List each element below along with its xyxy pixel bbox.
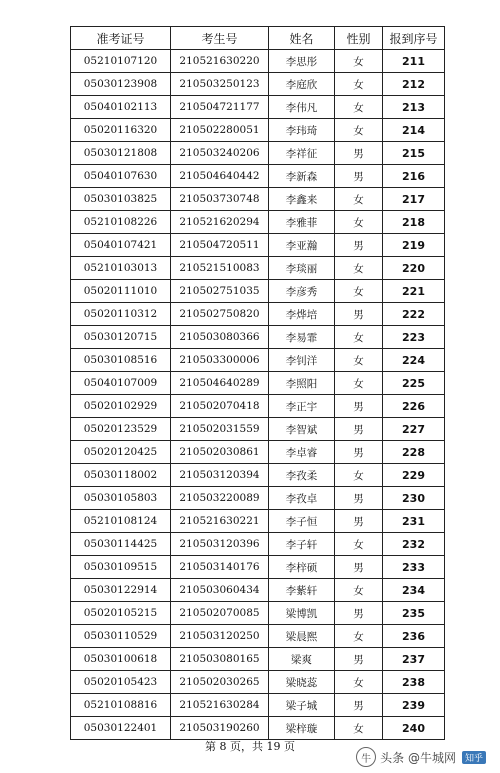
watermark-text: 头条 @牛城网	[380, 750, 456, 765]
header-gender: 性别	[335, 27, 383, 50]
table-row	[71, 625, 445, 648]
cell-report-sequence: 236	[383, 625, 445, 648]
cell-candidate-number: 210502030265	[171, 671, 269, 694]
cell-exam-ticket-number: 05030121808	[71, 142, 171, 165]
cell-candidate-number: 210503730748	[171, 188, 269, 211]
cell-candidate-number: 210503060434	[171, 579, 269, 602]
table-row	[71, 234, 445, 257]
header-report-sequence: 报到序号	[383, 27, 445, 50]
cell-exam-ticket-number: 05020120425	[71, 441, 171, 464]
page-footer: 第 8 页，共 19 页	[205, 740, 295, 753]
cell-gender: 男	[335, 648, 383, 671]
cell-report-sequence: 223	[383, 326, 445, 349]
cell-gender: 女	[335, 671, 383, 694]
cell-exam-ticket-number: 05040107630	[71, 165, 171, 188]
cell-name: 李庭欣	[269, 73, 335, 96]
cell-exam-ticket-number: 05020111010	[71, 280, 171, 303]
cell-exam-ticket-number: 05030103825	[71, 188, 171, 211]
cell-candidate-number: 210502070418	[171, 395, 269, 418]
cell-exam-ticket-number: 05040107009	[71, 372, 171, 395]
cell-candidate-number: 210503140176	[171, 556, 269, 579]
table-row	[71, 165, 445, 188]
table-row	[71, 257, 445, 280]
cell-exam-ticket-number: 05020102929	[71, 395, 171, 418]
cell-gender: 女	[335, 96, 383, 119]
cell-report-sequence: 220	[383, 257, 445, 280]
cell-candidate-number: 210503300006	[171, 349, 269, 372]
cell-exam-ticket-number: 05210103013	[71, 257, 171, 280]
table-row	[71, 648, 445, 671]
cell-report-sequence: 215	[383, 142, 445, 165]
watermark-stamp: 知乎	[462, 751, 486, 764]
cell-name: 李玮琦	[269, 119, 335, 142]
table-row	[71, 142, 445, 165]
cell-exam-ticket-number: 05030110529	[71, 625, 171, 648]
cell-candidate-number: 210504720511	[171, 234, 269, 257]
cell-name: 李思彤	[269, 50, 335, 73]
cell-name: 李紫轩	[269, 579, 335, 602]
cell-candidate-number: 210503220089	[171, 487, 269, 510]
cell-candidate-number: 210502751035	[171, 280, 269, 303]
table-row	[71, 303, 445, 326]
cell-exam-ticket-number: 05020105215	[71, 602, 171, 625]
table-row	[71, 533, 445, 556]
cell-gender: 女	[335, 533, 383, 556]
cell-report-sequence: 211	[383, 50, 445, 73]
cell-candidate-number: 210503190260	[171, 717, 269, 740]
table-row	[71, 188, 445, 211]
cell-name: 李易霏	[269, 326, 335, 349]
cell-name: 李孜柔	[269, 464, 335, 487]
cell-name: 李雅菲	[269, 211, 335, 234]
table-row	[71, 717, 445, 740]
cell-exam-ticket-number: 05210108816	[71, 694, 171, 717]
table-row	[71, 671, 445, 694]
cell-report-sequence: 240	[383, 717, 445, 740]
cell-candidate-number: 210521630221	[171, 510, 269, 533]
cell-gender: 女	[335, 188, 383, 211]
cell-exam-ticket-number: 05030114425	[71, 533, 171, 556]
cell-report-sequence: 235	[383, 602, 445, 625]
cell-gender: 女	[335, 73, 383, 96]
cell-name: 李子轩	[269, 533, 335, 556]
cell-name: 李正宇	[269, 395, 335, 418]
cell-name: 李梓硕	[269, 556, 335, 579]
cell-candidate-number: 210502280051	[171, 119, 269, 142]
table-row	[71, 119, 445, 142]
cell-exam-ticket-number: 05210107120	[71, 50, 171, 73]
cell-name: 梁博凯	[269, 602, 335, 625]
cell-exam-ticket-number: 05020123529	[71, 418, 171, 441]
cell-report-sequence: 234	[383, 579, 445, 602]
cell-report-sequence: 221	[383, 280, 445, 303]
table-row	[71, 510, 445, 533]
cell-exam-ticket-number: 05030118002	[71, 464, 171, 487]
cell-name: 李亚瀚	[269, 234, 335, 257]
table-row	[71, 464, 445, 487]
header-exam-ticket-number: 准考证号	[71, 27, 171, 50]
header-name: 姓名	[269, 27, 335, 50]
cell-gender: 女	[335, 372, 383, 395]
cell-candidate-number: 210503120250	[171, 625, 269, 648]
cell-candidate-number: 210504640442	[171, 165, 269, 188]
cell-exam-ticket-number: 05030120715	[71, 326, 171, 349]
cell-gender: 男	[335, 487, 383, 510]
table-body	[71, 50, 445, 740]
cell-exam-ticket-number: 05210108226	[71, 211, 171, 234]
watermark-logo-icon: 牛	[356, 747, 376, 767]
table-row	[71, 418, 445, 441]
cell-gender: 女	[335, 257, 383, 280]
cell-gender: 男	[335, 694, 383, 717]
table-row	[71, 556, 445, 579]
cell-candidate-number: 210521630220	[171, 50, 269, 73]
cell-gender: 男	[335, 303, 383, 326]
cell-name: 梁子城	[269, 694, 335, 717]
cell-name: 李鑫来	[269, 188, 335, 211]
cell-name: 李卓睿	[269, 441, 335, 464]
table-row	[71, 96, 445, 119]
table-row	[71, 395, 445, 418]
table-row	[71, 694, 445, 717]
table-row	[71, 579, 445, 602]
cell-gender: 男	[335, 234, 383, 257]
cell-report-sequence: 231	[383, 510, 445, 533]
cell-exam-ticket-number: 05040102113	[71, 96, 171, 119]
cell-exam-ticket-number: 05030108516	[71, 349, 171, 372]
cell-report-sequence: 226	[383, 395, 445, 418]
cell-report-sequence: 229	[383, 464, 445, 487]
cell-exam-ticket-number: 05030100618	[71, 648, 171, 671]
table-row	[71, 73, 445, 96]
cell-name: 梁晨熙	[269, 625, 335, 648]
cell-gender: 女	[335, 50, 383, 73]
cell-report-sequence: 219	[383, 234, 445, 257]
table-row	[71, 602, 445, 625]
cell-gender: 男	[335, 602, 383, 625]
cell-candidate-number: 210503080165	[171, 648, 269, 671]
cell-exam-ticket-number: 05020110312	[71, 303, 171, 326]
cell-exam-ticket-number: 05030122401	[71, 717, 171, 740]
table-row	[71, 326, 445, 349]
cell-name: 李钊洋	[269, 349, 335, 372]
cell-gender: 男	[335, 510, 383, 533]
header-candidate-number: 考生号	[171, 27, 269, 50]
cell-gender: 男	[335, 142, 383, 165]
cell-candidate-number: 210503120394	[171, 464, 269, 487]
cell-gender: 女	[335, 579, 383, 602]
cell-candidate-number: 210502031559	[171, 418, 269, 441]
table-header-row	[71, 27, 445, 50]
cell-gender: 女	[335, 280, 383, 303]
cell-gender: 女	[335, 119, 383, 142]
cell-name: 李孜卓	[269, 487, 335, 510]
table-row	[71, 372, 445, 395]
cell-report-sequence: 228	[383, 441, 445, 464]
cell-gender: 男	[335, 165, 383, 188]
cell-gender: 男	[335, 441, 383, 464]
cell-name: 梁梓璇	[269, 717, 335, 740]
cell-candidate-number: 210503250123	[171, 73, 269, 96]
cell-gender: 女	[335, 211, 383, 234]
cell-exam-ticket-number: 05020105423	[71, 671, 171, 694]
cell-name: 李琰丽	[269, 257, 335, 280]
cell-candidate-number: 210521620294	[171, 211, 269, 234]
cell-report-sequence: 232	[383, 533, 445, 556]
cell-exam-ticket-number: 05030122914	[71, 579, 171, 602]
watermark	[356, 747, 486, 767]
cell-name: 李烨培	[269, 303, 335, 326]
cell-report-sequence: 217	[383, 188, 445, 211]
cell-candidate-number: 210521630284	[171, 694, 269, 717]
table-row	[71, 211, 445, 234]
cell-report-sequence: 230	[383, 487, 445, 510]
cell-gender: 女	[335, 349, 383, 372]
cell-report-sequence: 227	[383, 418, 445, 441]
cell-report-sequence: 233	[383, 556, 445, 579]
cell-gender: 女	[335, 326, 383, 349]
cell-gender: 女	[335, 464, 383, 487]
cell-name: 李照阳	[269, 372, 335, 395]
cell-candidate-number: 210521510083	[171, 257, 269, 280]
cell-report-sequence: 213	[383, 96, 445, 119]
cell-candidate-number: 210502070085	[171, 602, 269, 625]
cell-exam-ticket-number: 05030105803	[71, 487, 171, 510]
cell-name: 李祥征	[269, 142, 335, 165]
cell-name: 梁爽	[269, 648, 335, 671]
cell-report-sequence: 222	[383, 303, 445, 326]
cell-candidate-number: 210504721177	[171, 96, 269, 119]
cell-gender: 男	[335, 556, 383, 579]
cell-report-sequence: 225	[383, 372, 445, 395]
student-roster-table	[70, 26, 445, 740]
cell-name: 李智斌	[269, 418, 335, 441]
cell-report-sequence: 214	[383, 119, 445, 142]
table-row	[71, 280, 445, 303]
cell-name: 李伟凡	[269, 96, 335, 119]
cell-exam-ticket-number: 05030109515	[71, 556, 171, 579]
cell-gender: 女	[335, 717, 383, 740]
table-row	[71, 349, 445, 372]
cell-report-sequence: 239	[383, 694, 445, 717]
cell-name: 梁晓蕊	[269, 671, 335, 694]
table-row	[71, 487, 445, 510]
cell-report-sequence: 212	[383, 73, 445, 96]
cell-report-sequence: 218	[383, 211, 445, 234]
cell-candidate-number: 210502030861	[171, 441, 269, 464]
cell-gender: 男	[335, 418, 383, 441]
cell-exam-ticket-number: 05040107421	[71, 234, 171, 257]
cell-candidate-number: 210502750820	[171, 303, 269, 326]
table-row	[71, 50, 445, 73]
cell-candidate-number: 210504640289	[171, 372, 269, 395]
table-row	[71, 441, 445, 464]
cell-gender: 女	[335, 625, 383, 648]
cell-gender: 男	[335, 395, 383, 418]
cell-report-sequence: 216	[383, 165, 445, 188]
cell-exam-ticket-number: 05210108124	[71, 510, 171, 533]
cell-report-sequence: 224	[383, 349, 445, 372]
cell-name: 李新森	[269, 165, 335, 188]
cell-report-sequence: 237	[383, 648, 445, 671]
cell-candidate-number: 210503120396	[171, 533, 269, 556]
cell-exam-ticket-number: 05020116320	[71, 119, 171, 142]
cell-report-sequence: 238	[383, 671, 445, 694]
cell-candidate-number: 210503080366	[171, 326, 269, 349]
cell-exam-ticket-number: 05030123908	[71, 73, 171, 96]
cell-candidate-number: 210503240206	[171, 142, 269, 165]
cell-name: 李彦秀	[269, 280, 335, 303]
cell-name: 李子恒	[269, 510, 335, 533]
